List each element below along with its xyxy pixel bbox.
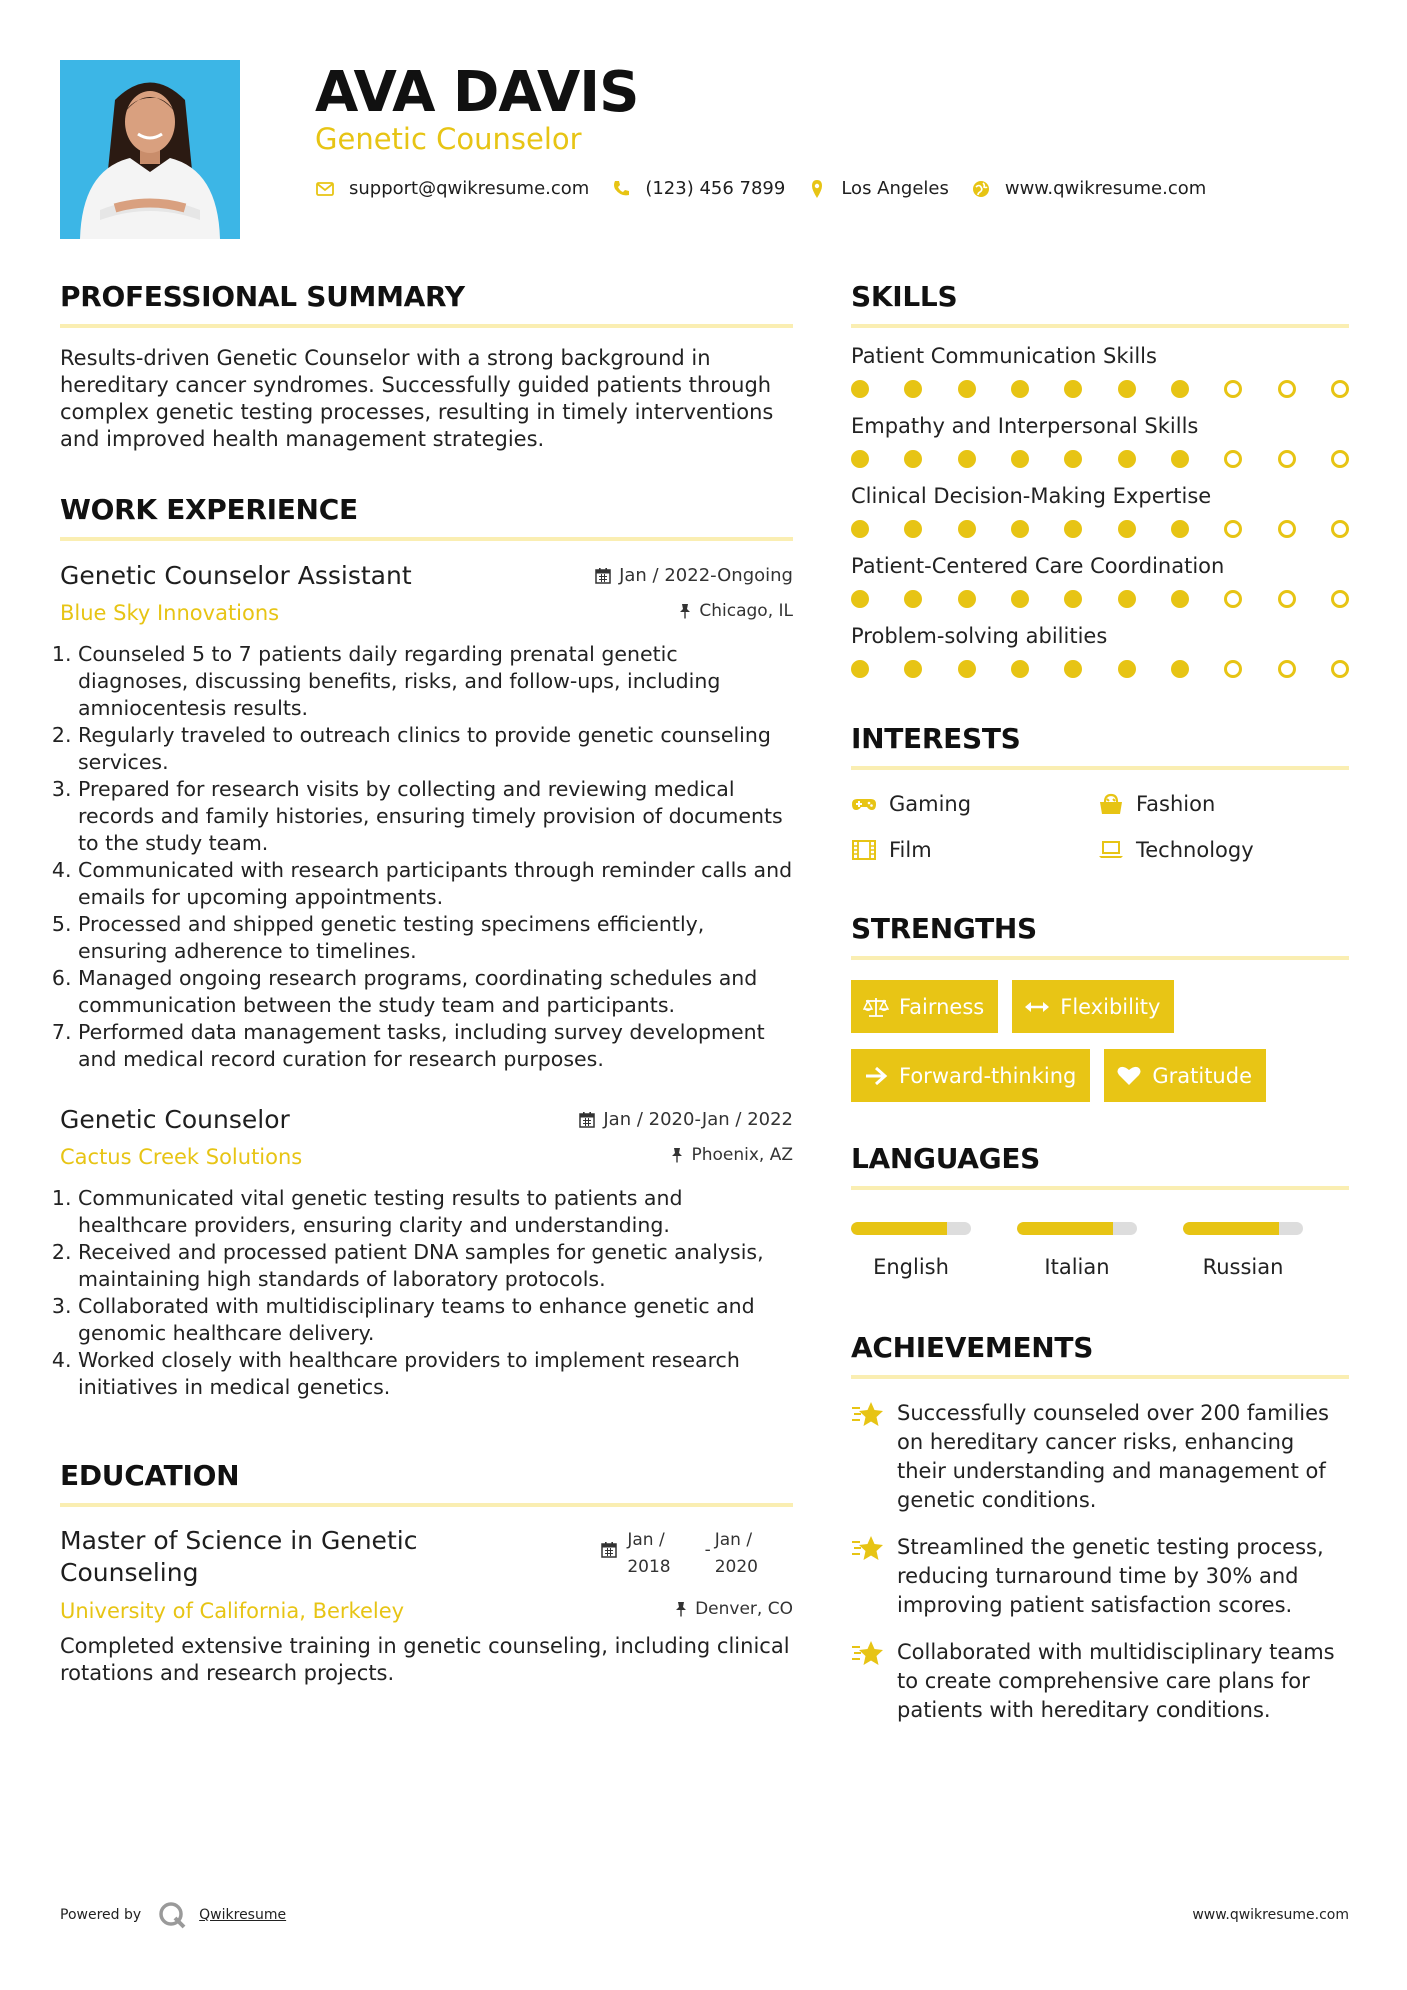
strength-badge [851,1049,1090,1102]
job-task: 5. Processed and shipped genetic testing specimens efficiently, ensuring adherence to timelines. [78,911,793,965]
phone-icon [611,179,631,199]
rating-dot-empty [1278,450,1296,468]
rating-dot-empty [1224,380,1242,398]
skill-rating [851,590,1349,608]
languages-list [851,1222,1349,1279]
calendar-icon [601,1541,617,1558]
education-description: Completed extensive training in genetic counseling, including clinical rotations and research projects. [60,1634,790,1685]
phone-text: (123) 456 7899 [645,178,786,199]
footer-website[interactable]: www.qwikresume.com [1192,1907,1349,1923]
interests-section [851,722,1349,864]
summary-text: Results-driven Genetic Counselor with a strong background in hereditary cancer syndromes. Successfully guided patients through complex genetic testing processes, resulting in timely interventions and improved health management strategies. [60,346,774,451]
achievement-item [851,1533,1349,1620]
rating-dot-filled [904,520,922,538]
education-location [675,1599,793,1619]
rating-dot-empty [1331,520,1349,538]
section-divider [60,324,793,328]
skill-name: Patient-Centered Care Coordination [851,554,1225,578]
heart-icon [1116,1065,1142,1087]
section-divider [851,324,1349,328]
rating-dot-empty [1278,380,1296,398]
rating-dot-filled [851,380,869,398]
job-title: Genetic Counselor Assistant [60,561,412,590]
powered-by-text: Powered by [60,1907,142,1923]
language-item [1017,1222,1183,1279]
rating-dot-empty [1331,660,1349,678]
language-level-fill [851,1222,947,1235]
language-name: Russian [1202,1255,1284,1279]
education-end-month: Jan / [714,1530,753,1550]
left-column [60,280,793,1687]
envelope-icon [315,179,335,199]
achievements-list [851,1399,1349,1725]
skill-item [851,622,1349,678]
education-end [715,1527,758,1581]
job-company: Blue Sky Innovations [60,601,280,625]
job-task: 1. Communicated vital genetic testing results to patients and healthcare providers, ensuring clarity and understanding. [78,1185,793,1239]
pushpin-icon [671,1147,683,1163]
job-task: 1. Counseled 5 to 7 patients daily regarding prenatal genetic diagnoses, discussing benefits, risks, and follow-ups, including amniocentesis results. [78,641,793,722]
arrow-right-icon [863,1065,889,1087]
pushpin-icon [679,603,691,619]
skill-rating [851,450,1349,468]
job-task: 6. Managed ongoing research programs, coordinating schedules and communication between the study team and participants. [78,965,793,1019]
education-date-dash: - [704,1540,711,1560]
rating-dot-filled [1011,520,1029,538]
job-subheader [60,599,793,627]
strengths-list [851,980,1349,1102]
experience-heading: WORK EXPERIENCE [60,493,358,526]
language-name: English [873,1255,949,1279]
laptop-icon [1098,839,1124,861]
skill-item [851,412,1349,468]
rating-dot-filled [1064,660,1082,678]
summary-section [60,280,793,453]
calendar-icon [595,567,611,584]
languages-heading: LANGUAGES [851,1142,1041,1175]
footer-powered-by [60,1900,286,1930]
education-subheader [60,1597,793,1625]
job-header [60,559,793,599]
job-title: Genetic Counselor [60,1105,290,1134]
education-start-year: 2018 [627,1557,671,1577]
language-item [1183,1222,1349,1279]
school-name: University of California, Berkeley [60,1599,405,1623]
skill-name: Patient Communication Skills [851,344,1157,368]
skill-name: Empathy and Interpersonal Skills [851,414,1199,438]
rating-dot-empty [1331,380,1349,398]
education-start [627,1527,670,1581]
degree-line-2: Counseling [60,1558,199,1587]
rating-dot-filled [1064,380,1082,398]
rating-dot-filled [1118,660,1136,678]
job-location-text: Phoenix, AZ [691,1145,793,1165]
skill-name: Clinical Decision-Making Expertise [851,484,1212,508]
strength-badge [1104,1049,1266,1102]
interests-heading: INTERESTS [851,722,1021,755]
film-icon [851,839,877,861]
rating-dot-filled [958,660,976,678]
rating-dot-filled [851,450,869,468]
rating-dot-filled [958,590,976,608]
education-date [601,1527,758,1581]
education-end-year: 2020 [714,1557,758,1577]
education-entry [60,1525,793,1687]
language-level-bar [1017,1222,1137,1235]
education-header [60,1525,793,1593]
rating-dot-filled [1118,590,1136,608]
job-company: Cactus Creek Solutions [60,1145,303,1169]
contact-website[interactable] [971,178,1206,199]
job-date-text: Jan / 2022-Ongoing [619,565,793,586]
achievement-text: Collaborated with multidisciplinary teams to create comprehensive care plans for patients with hereditary conditions. [897,1640,1335,1722]
job-task: 3. Collaborated with multidisciplinary teams to enhance genetic and genomic healthcare delivery. [78,1293,793,1347]
gamepad-icon [851,793,877,815]
skill-rating [851,660,1349,678]
job-task: 2. Regularly traveled to outreach clinics to provide genetic counseling services. [78,722,793,776]
education-heading: EDUCATION [60,1459,240,1492]
strength-label: Gratitude [1152,1063,1252,1088]
achievement-text: Streamlined the genetic testing process, reducing turnaround time by 30% and improving patient satisfaction scores. [897,1535,1324,1617]
job-date [595,565,793,586]
map-marker-icon [807,179,827,199]
skill-name: Problem-solving abilities [851,624,1108,648]
job-task: 2. Received and processed patient DNA samples for genetic analysis, maintaining high standards of laboratory protocols. [78,1239,793,1293]
job-subheader [60,1143,793,1171]
education-start-month: Jan / [627,1530,665,1550]
skill-item [851,342,1349,398]
rating-dot-filled [958,450,976,468]
job-entry [60,559,793,1073]
skill-rating [851,520,1349,538]
candidate-name: AVA DAVIS [315,60,639,125]
qwikresume-link[interactable]: Qwikresume [199,1907,287,1923]
rating-dot-filled [1171,520,1189,538]
rating-dot-filled [958,520,976,538]
section-divider [851,766,1349,770]
profile-photo-illustration [60,60,240,239]
rating-dot-filled [904,590,922,608]
section-divider [851,956,1349,960]
rating-dot-filled [1064,450,1082,468]
section-divider [60,1503,793,1507]
job-entry [60,1103,793,1401]
achievements-section [851,1331,1349,1725]
rating-dot-empty [1278,590,1296,608]
rating-dot-filled [1171,380,1189,398]
job-task: 4. Communicated with research participants through reminder calls and emails for upcoming appointments. [78,857,793,911]
summary-heading: PROFESSIONAL SUMMARY [60,280,465,313]
strength-badge [851,980,998,1033]
interest-label: Film [889,838,932,862]
strength-badge [1012,980,1174,1033]
rating-dot-filled [1011,450,1029,468]
job-location-text: Chicago, IL [699,601,793,621]
job-date [579,1109,793,1130]
right-column [851,280,1349,1725]
rating-dot-filled [1064,520,1082,538]
strengths-section [851,912,1349,1102]
rating-dot-filled [1171,590,1189,608]
section-divider [851,1375,1349,1379]
job-location [671,1145,793,1165]
candidate-title: Genetic Counselor [315,122,582,156]
degree-line-1: Master of Science in Genetic [60,1526,418,1555]
qwikresume-logo-icon [157,1900,187,1930]
balance-scale-icon [863,996,889,1018]
education-section [60,1459,793,1687]
shopping-bag-icon [1098,793,1124,815]
contact-phone[interactable] [611,178,785,199]
strength-label: Fairness [899,994,985,1019]
contact-email[interactable] [315,178,589,199]
contact-location [807,178,949,199]
interest-label: Technology [1136,838,1254,862]
job-task: 4. Worked closely with healthcare providers to implement research initiatives in medical genetics. [78,1347,793,1401]
section-divider [60,537,793,541]
job-task-list [60,641,793,1073]
skill-item [851,482,1349,538]
rating-dot-empty [1331,590,1349,608]
contact-bar [315,178,1228,199]
rating-dot-filled [958,380,976,398]
website-text: www.qwikresume.com [1004,178,1207,199]
rating-dot-filled [904,380,922,398]
skill-rating [851,380,1349,398]
rating-dot-filled [1171,450,1189,468]
star-icon [851,1399,885,1429]
language-item [851,1222,1017,1279]
email-text: support@qwikresume.com [349,178,590,199]
rating-dot-filled [851,590,869,608]
rating-dot-filled [1011,590,1029,608]
arrows-horizontal-icon [1024,996,1050,1018]
section-divider [851,1186,1349,1190]
interest-item [1098,790,1345,818]
rating-dot-empty [1331,450,1349,468]
rating-dot-filled [1118,520,1136,538]
achievement-item [851,1399,1349,1515]
language-level-fill [1183,1222,1279,1235]
job-location [679,601,793,621]
interest-item [1098,836,1345,864]
skill-item [851,552,1349,608]
job-task: 7. Performed data management tasks, including survey development and medical record curation for research purposes. [78,1019,793,1073]
language-name: Italian [1044,1255,1110,1279]
globe-icon [971,179,991,199]
rating-dot-filled [1011,380,1029,398]
job-task: 3. Prepared for research visits by collecting and reviewing medical records and family histories, ensuring timely provision of documents to the study team. [78,776,793,857]
rating-dot-empty [1278,520,1296,538]
language-level-bar [1183,1222,1303,1235]
experience-section [60,493,793,1401]
interest-item [851,836,1098,864]
achievement-item [851,1638,1349,1725]
job-task-list [60,1185,793,1401]
strength-label: Forward-thinking [899,1063,1077,1088]
rating-dot-empty [1224,520,1242,538]
skills-heading: SKILLS [851,280,958,313]
rating-dot-filled [851,660,869,678]
rating-dot-filled [1011,660,1029,678]
pushpin-icon [675,1601,687,1617]
rating-dot-filled [1064,590,1082,608]
rating-dot-filled [851,520,869,538]
rating-dot-empty [1224,590,1242,608]
profile-photo [60,60,240,239]
rating-dot-filled [1118,380,1136,398]
skills-list [851,342,1349,678]
rating-dot-empty [1278,660,1296,678]
strengths-heading: STRENGTHS [851,912,1037,945]
language-level-bar [851,1222,971,1235]
rating-dot-filled [1171,660,1189,678]
languages-section [851,1142,1349,1279]
interest-label: Gaming [889,792,972,816]
rating-dot-filled [1118,450,1136,468]
achievements-heading: ACHIEVEMENTS [851,1331,1094,1364]
strength-label: Flexibility [1060,994,1161,1019]
education-location-text: Denver, CO [695,1599,793,1619]
skills-section [851,280,1349,678]
interest-label: Fashion [1136,792,1216,816]
rating-dot-filled [904,450,922,468]
rating-dot-filled [904,660,922,678]
language-level-fill [1017,1222,1113,1235]
rating-dot-empty [1224,660,1242,678]
location-text: Los Angeles [841,178,949,199]
star-icon [851,1533,885,1563]
job-header [60,1103,793,1143]
interests-list [851,790,1349,864]
achievement-text: Successfully counseled over 200 families on hereditary cancer risks, enhancing their understanding and management of genetic conditions. [897,1401,1329,1512]
interest-item [851,790,1098,818]
job-date-text: Jan / 2020-Jan / 2022 [603,1109,793,1130]
calendar-icon [579,1111,595,1128]
star-icon [851,1638,885,1668]
rating-dot-empty [1224,450,1242,468]
